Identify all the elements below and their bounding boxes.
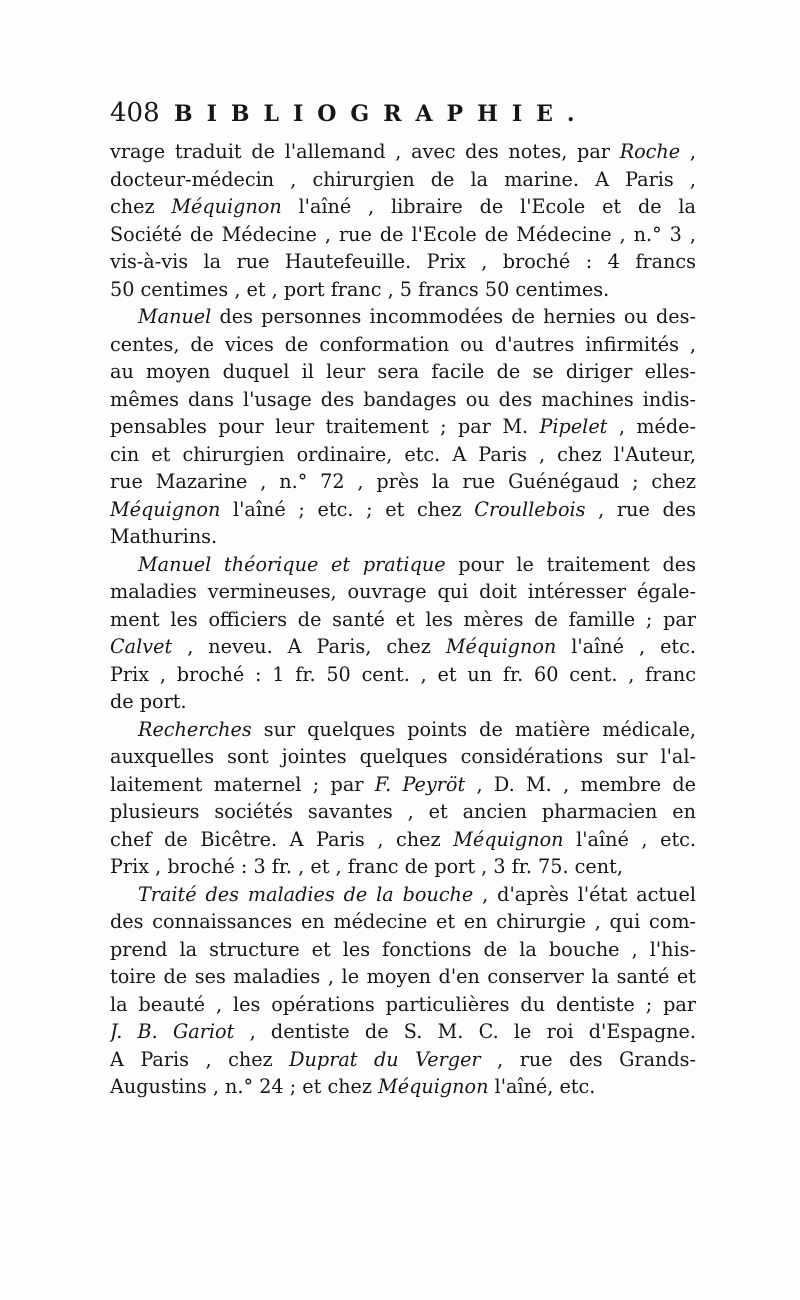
italic-text: Méquignon [378,1075,489,1098]
italic-text: Roche [619,140,681,163]
text-segment: , dentiste de S. M. C. le roi d'Espagne. [234,1020,696,1043]
text-segment: Augustins , n.° 24 ; et chez [110,1075,379,1098]
text-line [110,386,696,414]
text-segment: , méde- [607,415,696,438]
italic-text: Recherches [138,717,252,741]
text-block [110,88,696,1101]
text-segment: vrage traduit de l'allemand , avec des notes, par [110,140,620,163]
text-line [110,743,696,771]
text-segment: , D. M. , membre de [465,772,696,796]
text-segment: l'aîné ; etc. ; et chez [220,497,475,521]
text-segment: prend la structure et les fonctions de la bouche , l'his- [110,937,696,961]
text-line [110,798,696,826]
text-line [110,138,696,166]
page-header [110,88,696,138]
running-title: BIBLIOGRAPHIE. [174,101,589,127]
text-line [110,441,696,469]
italic-text: Méquignon [453,827,564,851]
text-line [110,221,696,249]
text-line [110,936,696,964]
text-line [110,853,696,881]
text-line [110,578,696,606]
italic-text: Pipelet [539,415,608,438]
text-line [110,1018,696,1046]
text-segment: cin et chirurgien ordinaire, etc. A Paris , chez l'Auteur, [110,442,696,466]
text-line [110,991,696,1019]
text-segment: 50 centimes , et , port franc , 5 francs 50 centimes. [110,277,610,301]
text-line [110,688,696,716]
text-segment: au moyen duquel il leur sera facile de se diriger elles- [110,360,696,383]
text-line [110,303,696,331]
text-segment: sur quelques points de matière médicale, [251,717,696,741]
text-segment: l'aîné , libraire de l'Ecole et de la [281,195,696,218]
text-segment: l'aîné , etc. [556,635,696,658]
italic-text: Méquignon [171,195,282,218]
text-line [110,276,696,304]
text-line [110,908,696,936]
text-segment: Prix , broché : 3 fr. , et , franc de port , 3 fr. 75. cent, [110,855,623,878]
text-line [110,881,696,909]
text-line [110,633,696,661]
text-segment: , neveu. A Paris, chez [172,635,446,658]
text-line [110,606,696,634]
bibliography-entries [110,138,696,1101]
text-segment: docteur-médecin , chirurgien de la marine. A Paris , [110,167,696,191]
text-line [110,413,696,441]
text-segment: chef de Bicêtre. A Paris , chez [110,827,454,851]
text-line [110,771,696,799]
text-segment: , rue des Grands- [480,1047,696,1071]
italic-text: F. Peyröt [374,772,466,796]
text-segment: , d'après l'état actuel [473,882,696,906]
text-segment: rue Mazarine , n.° 72 , près la rue Guénégaud ; chez [110,470,696,493]
text-segment: de port. [110,690,187,713]
italic-text: Manuel théorique et pratique [138,552,446,576]
text-line [110,1073,696,1101]
text-line [110,331,696,359]
text-segment: des personnes incommodées de hernies ou des- [211,305,696,328]
text-line [110,248,696,276]
text-segment: l'aîné , etc. [563,827,696,851]
text-line [110,193,696,221]
text-segment: plusieurs sociétés savantes , et ancien pharmacien en [110,800,696,823]
text-line [110,963,696,991]
text-line [110,551,696,579]
text-segment: Mathurins. [110,525,218,548]
italic-text: J. B. Gariot [110,1020,235,1043]
text-segment: , rue des [585,497,696,521]
italic-text: Croullebois [474,497,586,521]
italic-text: Méquignon [110,497,221,521]
text-line [110,523,696,551]
italic-text: Duprat du Verger [289,1047,481,1071]
text-line [110,1046,696,1074]
italic-text: Calvet [110,635,173,658]
text-segment: Société de Médecine , rue de l'Ecole de Médecine , n.° 3 , [110,222,696,246]
text-segment: la beauté , les opérations particulières du dentiste ; par [110,992,696,1016]
text-segment: mêmes dans l'usage des bandages ou des machines indis- [110,387,696,411]
text-segment: , [680,140,696,163]
text-segment: toire de ses maladies , le moyen d'en conserver la santé et [110,965,696,988]
text-line [110,496,696,524]
text-line [110,826,696,854]
text-segment: ment les officiers de santé et les mères de famille ; par [110,607,696,631]
italic-text: Traité des maladies de la bouche [138,882,474,906]
text-segment: des connaissances en médecine et en chirurgie , qui com- [110,910,696,933]
text-line [110,468,696,496]
text-segment: laitement maternel ; par [110,772,375,796]
italic-text: Manuel [138,305,212,328]
text-segment: maladies vermineuses, ouvrage qui doit intéresser égale- [110,580,696,603]
text-segment: Prix , broché : 1 fr. 50 cent. , et un fr. 60 cent. , franc [110,662,696,686]
text-segment: vis-à-vis la rue Hautefeuille. Prix , broché : 4 francs [110,250,696,273]
text-segment: chez [110,195,172,218]
page-number: 408 [110,98,160,128]
text-segment: l'aîné, etc. [488,1075,596,1098]
text-segment: pensables pour leur traitement ; par M. [110,415,540,438]
text-line [110,358,696,386]
italic-text: Méquignon [445,635,557,658]
text-line [110,166,696,194]
text-segment: auxquelles sont jointes quelques considérations sur l'al- [110,745,696,768]
text-line [110,661,696,689]
text-segment: centes, de vices de conformation ou d'autres infirmités , [110,332,696,356]
text-line [110,716,696,744]
text-segment: A Paris , chez [110,1047,290,1071]
text-segment: pour le traitement des [445,552,696,576]
